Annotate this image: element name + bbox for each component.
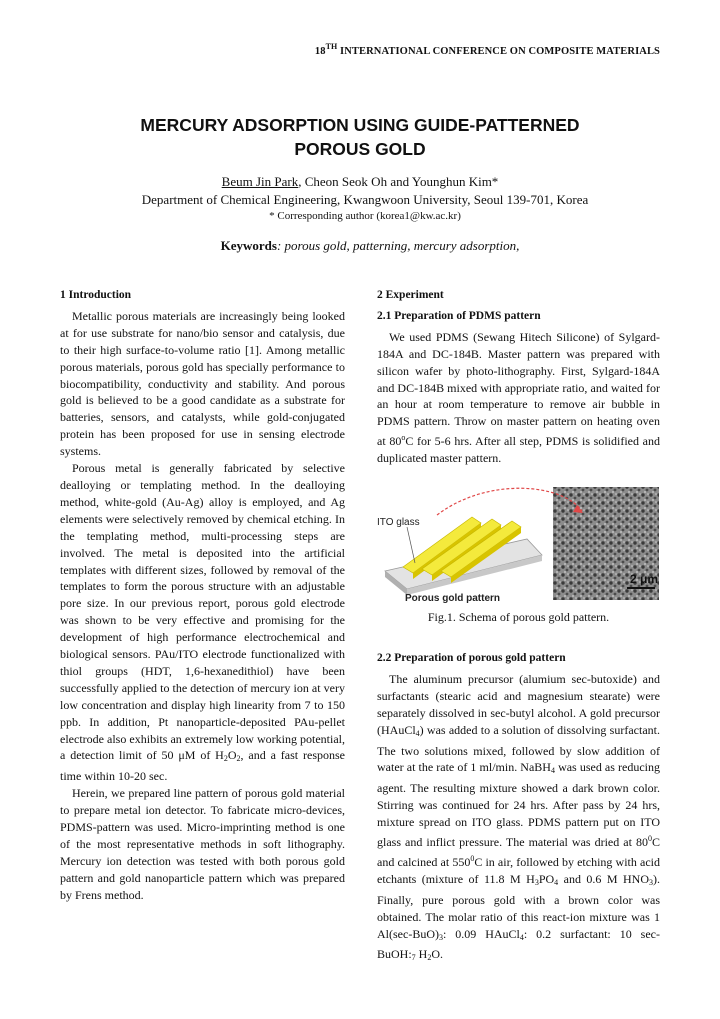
figure-porous-gold-schema [377,485,660,603]
intro-paragraph-1: Metallic porous materials are increasingly being looked at for use substrate for nano/bio sensor and catalysis, due to their high surface-to-volume ratio [1]. Among metallic porous materials, porous gold has specially performance to biocompatibility, conductivity and stability. And porous gold is believed to be a good candidate as a substrate for batteries, sensors, and catalysts, while gold-conjugated protein has been proposed for use in sensing electrode systems. [60,308,345,459]
porous-gold-pattern-label: Porous gold pattern [405,593,500,604]
schema-illustration [377,485,660,603]
keywords-text: : porous gold, patterning, mercury adsorption, [276,238,520,253]
conf-superscript: TH [325,42,338,51]
corresponding-author: * Corresponding author (korea1@kw.ac.kr) [269,210,461,222]
first-author: Beum Jin Park [221,174,299,189]
title-line-2: POROUS GOLD [294,139,426,159]
intro-paragraph-3: Herein, we prepared line pattern of porous gold material to prepare metal ion detector. To fabricate micro-devices, PDMS-pattern was used. Micro-imprinting method is one of the most representative methods in soft lithography. Mercury ion detection was tested with both porous gold pattern and gold nanoparticle pattern which was prepared by Frens method. [60,786,345,902]
paper-title [0,113,720,161]
author-list [0,174,720,190]
other-authors: , Cheon Seok Oh and Younghun Kim* [298,174,499,189]
keywords-label: Keywords [220,238,277,253]
porous-gold-paragraph: The aluminum precursor (alumium sec-butoxide) and surfactants (stearic acid and magnesium stearate) were separately dissolved in sec-butyl alcohol. A gold precursor (HAuCl$_4$) was added to a solution of dissolving surfactant. The two solutions mixed, followed by slow addition of water at the rate of 1 ml/min. NaBH$_4$ was used as reducing agent. The resulting mixture showed a dark brown color. Stirring was continued for 24 hrs. After pass by 24 hrs, mixture spread on ITO glass. PDMS pattern put on ITO glass and inflict pressure. The material was dried at $80^0C$ and calcined at $550^0C$ in air, followed by etching with acid etchants (mixture of 11.8 M $H_3PO_4$ and 0.6 M $HNO_3$). Finally, pure porous gold with a brown color was obtained. The molar ratio of this react-ion mixture was 1 $Al(\sec-BuO)_3$: 0.09 HAuCl$_4$: 0.2 surfactant: 10 $\sec-BuOH:_7$ $H_2O$. [377,671,660,963]
pdms-paragraph: We used PDMS (Sewang Hitech Silicone) of Sylgard-184A and DC-184B. Master pattern was prepared with silicon wafer by photo-lithography. First, Sylgard-184A and DC-184B mixed with appropriate ratio, and waited for an hour at room temperature to remove air bubble in PDMS pattern. Throw on master pattern on heating oven at 80$^o$C for 5-6 hrs. After all step, PDMS is solidified and duplicated master pattern. [377,329,660,466]
subsection-heading-pdms: 2.1 Preparation of PDMS pattern [377,309,541,322]
right-column [377,287,660,967]
section-heading-introduction: 1 Introduction [60,289,132,301]
scale-label: 2 μm [630,572,659,587]
left-column [60,287,345,904]
intro-paragraph-2: Porous metal is generally fabricated by selective dealloying or templating method. In the dealloying method, white-gold (Au-Ag) alloy is employed, and Ag elements were selectively removed by chemical etching. In the templating method, multi-processing steps are involved. The metal is deposited into the artificial templates with different sizes, followed by removal of the templates to form the porous structure with an adjustable pore size. In our previous report, porous gold electrode was shown to be very effective and promising for the development of high performance electrochemical and biological sensors. PAu/ITO electrode functionalized with thiol groups (HDT, 1,6-hexanedithiol) have been successfully applied to the detection of mercury ion at very low concentration and display high linearity from 7 to 150 ppb. In addition, Pt nanoparticle-deposited PAu-pellet electrode also exhibits an extremely low working potential, a detection limit of 50 μM of $H_2O_2$, and a fast response time within 10-20 sec. [60,461,345,784]
subsection-heading-porous-gold: 2.2 Preparation of porous gold pattern [377,651,566,664]
conference-header [0,42,660,57]
figure-caption: Fig.1. Schema of porous gold pattern. [427,610,610,625]
section-heading-experiment: 2 Experiment [377,289,444,301]
conf-name: INTERNATIONAL CONFERENCE ON COMPOSITE MATERIALS [337,46,660,57]
affiliation: Department of Chemical Engineering, Kwangwoon University, Seoul 139-701, Korea [141,192,589,207]
ito-glass-label: ITO glass [377,517,420,529]
title-line-1: MERCURY ADSORPTION USING GUIDE-PATTERNED [140,115,580,135]
conf-number: 18 [314,46,326,57]
keywords-line [0,238,720,254]
